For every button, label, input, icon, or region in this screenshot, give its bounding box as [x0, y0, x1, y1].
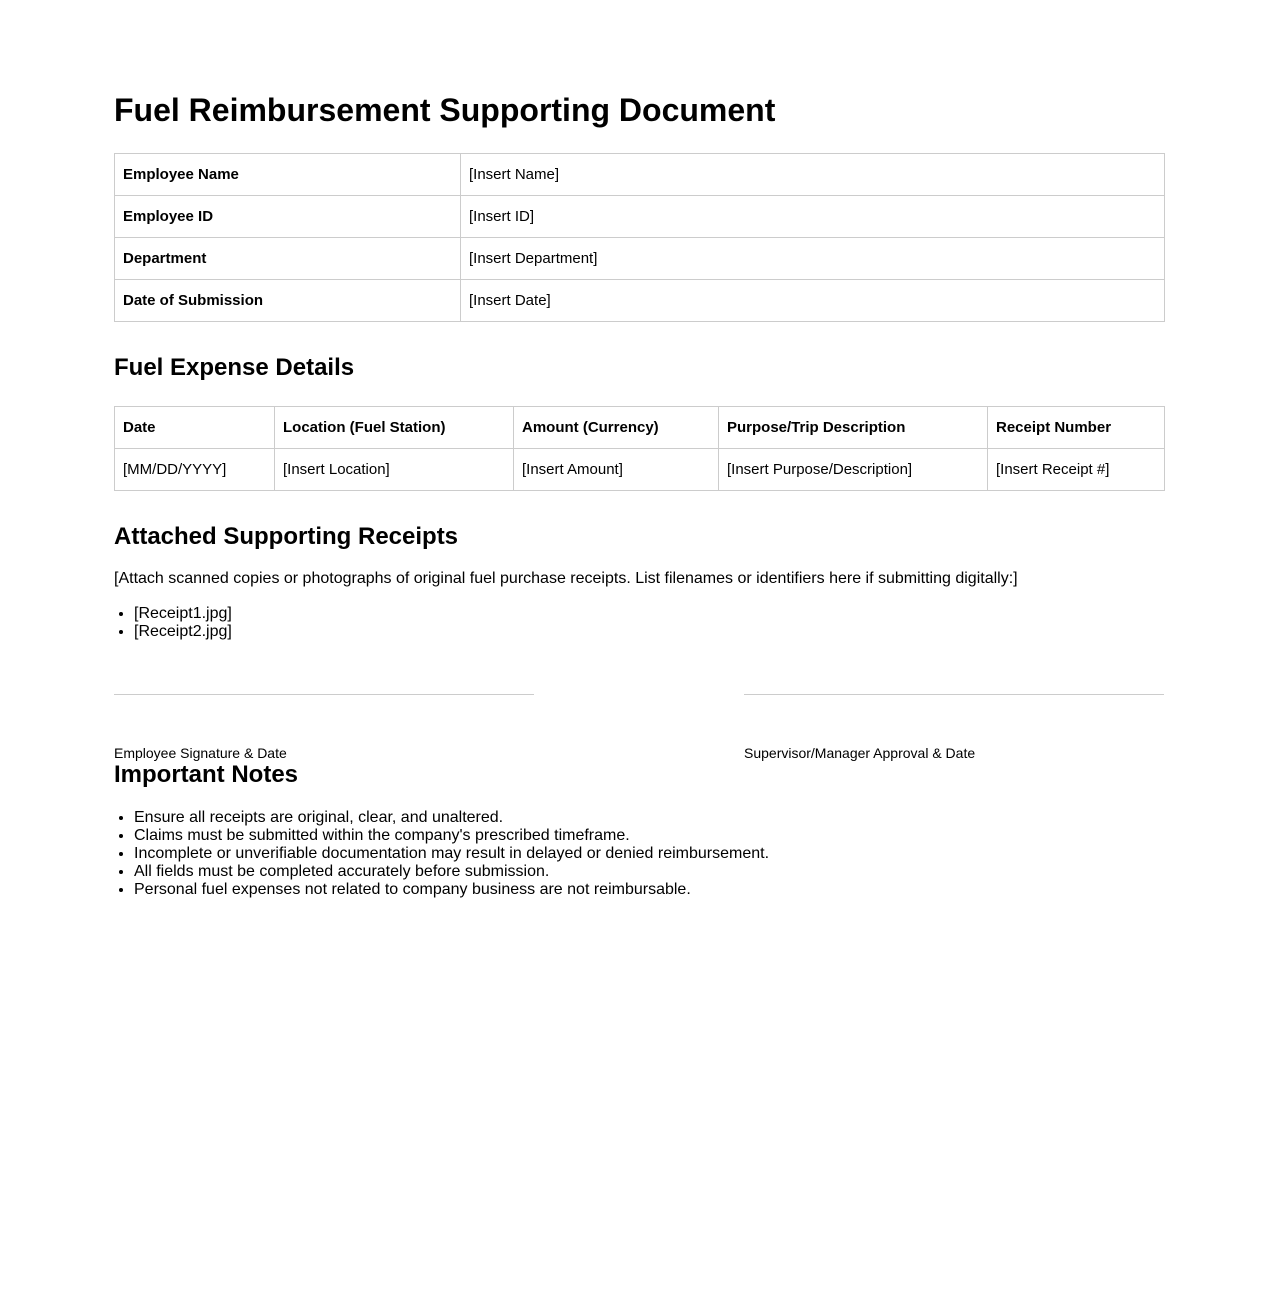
- table-row: [115, 449, 1165, 491]
- cell-date: [MM/DD/YYYY]: [115, 449, 275, 491]
- employee-id-value: [Insert ID]: [461, 196, 1165, 238]
- employee-signature-block: [114, 694, 534, 761]
- table-row: [115, 154, 1165, 196]
- list-item: • [Receipt1.jpg]: [134, 605, 232, 623]
- department-value: [Insert Department]: [461, 238, 1165, 280]
- fuel-expense-table: [114, 406, 1165, 491]
- notes-section-heading: Important Notes: [114, 761, 299, 788]
- cell-purpose: [Insert Purpose/Description]: [719, 449, 988, 491]
- table-header-row: [115, 407, 1165, 449]
- list-item: • [Receipt2.jpg]: [134, 623, 232, 641]
- document-title: Fuel Reimbursement Supporting Document: [114, 92, 776, 128]
- cell-location: [Insert Location]: [275, 449, 514, 491]
- employee-signature-line: [114, 694, 534, 695]
- column-header-receipt-number: Receipt Number: [988, 407, 1165, 449]
- receipts-instructions: [Attach scanned copies or photographs of original fuel purchase receipts. List filenames or identifiers here if submitting digitally:]: [114, 570, 1018, 587]
- table-row: [115, 280, 1165, 322]
- employee-signature-label: Employee Signature & Date: [114, 745, 287, 761]
- table-row: [115, 196, 1165, 238]
- expense-section-heading: Fuel Expense Details: [114, 354, 355, 381]
- employee-name-value: [Insert Name]: [461, 154, 1165, 196]
- column-header-purpose: Purpose/Trip Description: [719, 407, 988, 449]
- supervisor-signature-line: [744, 694, 1164, 695]
- list-item: • Claims must be submitted within the company's prescribed timeframe.: [134, 827, 769, 845]
- receipts-section-heading: Attached Supporting Receipts: [114, 523, 459, 550]
- list-item: • All fields must be completed accurately before submission.: [134, 863, 769, 881]
- employee-info-table: [114, 153, 1165, 322]
- department-label: Department: [115, 238, 461, 280]
- employee-id-label: Employee ID: [115, 196, 461, 238]
- submission-date-label: Date of Submission: [115, 280, 461, 322]
- column-header-location: Location (Fuel Station): [275, 407, 514, 449]
- supervisor-signature-label: Supervisor/Manager Approval & Date: [744, 745, 976, 761]
- list-item: • Personal fuel expenses not related to company business are not reimbursable.: [134, 881, 769, 899]
- notes-list: [114, 809, 769, 899]
- list-item: • Incomplete or unverifiable documentation may result in delayed or denied reimbursement.: [134, 845, 769, 863]
- table-row: [115, 238, 1165, 280]
- employee-name-label: Employee Name: [115, 154, 461, 196]
- supervisor-signature-block: [744, 694, 1164, 761]
- receipt-list: [114, 605, 232, 641]
- list-item: • Ensure all receipts are original, clear, and unaltered.: [134, 809, 769, 827]
- submission-date-value: [Insert Date]: [461, 280, 1165, 322]
- cell-receipt-number: [Insert Receipt #]: [988, 449, 1165, 491]
- cell-amount: [Insert Amount]: [514, 449, 719, 491]
- column-header-amount: Amount (Currency): [514, 407, 719, 449]
- column-header-date: Date: [115, 407, 275, 449]
